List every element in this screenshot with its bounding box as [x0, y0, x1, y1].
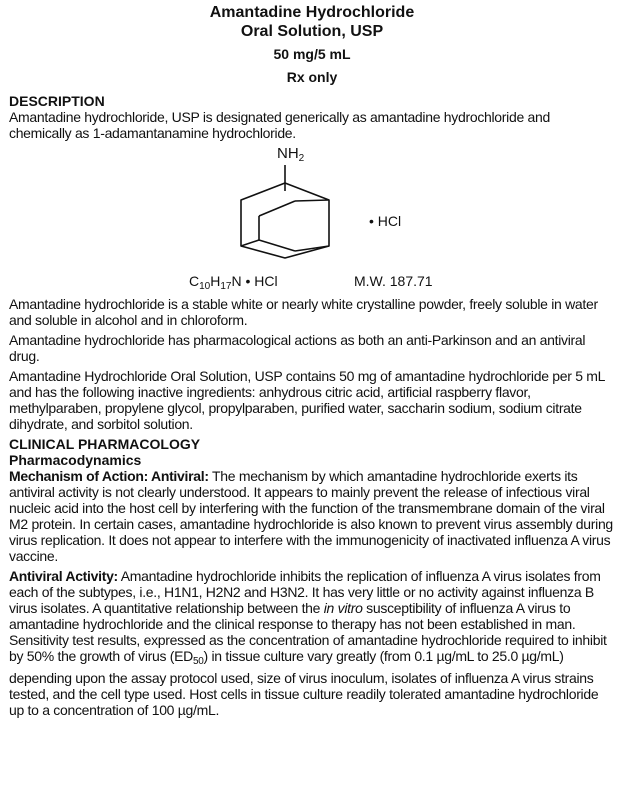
back-bridge-2	[295, 200, 329, 201]
clinical-heading: CLINICAL PHARMACOLOGY	[9, 436, 201, 452]
rx-only-label: Rx only	[286, 69, 338, 85]
back-bridge-3	[241, 240, 259, 246]
salt-label: • HCl	[369, 213, 402, 229]
description-intro: Amantadine hydrochloride, USP is designated generically as amantadine hydrochloride and chemically as 1-adamantanamine hydrochloride.	[9, 109, 550, 141]
adamantane-structure-drawing	[9, 143, 615, 293]
document-title: Amantadine Hydrochloride	[209, 4, 415, 21]
description-heading: DESCRIPTION	[9, 93, 105, 109]
label-document	[9, 3, 615, 718]
description-para-3: Amantadine Hydrochloride Oral Solution, USP contains 50 mg of amantadine hydrochloride per 5 mL and has the following inactive ingredients: anhydrous citric acid, artificial raspberry flavor, methylparaben, propylene glycol, propylparaben, purified water, saccharin sodium, sodium citrate dihydrate, and sorbitol solution.	[9, 368, 605, 432]
description-para-2: Amantadine hydrochloride has pharmacological actions as both an anti-Parkinson and an antiviral drug.	[9, 332, 586, 364]
antiviral-activity-paragraph: Antiviral Activity: Amantadine hydrochloride inhibits the replication of influenza A virus isolates from each of the subtypes, i.e., H1N1, H2N2 and H3N2. It has very little or no activity against influenza B virus isolates. A quantitative relationship between the in vitro susceptibility of influenza A virus to amantadine hydrochloride and the clinical response to therapy has not been established in man. Sensitivity test results, expressed as the concentration of amantadine hydrochloride required to inhibit by 50% the growth of virus $(ED_{50})$ in tissue culture vary greatly (from 0.1 µg/mL to 25.0 µg/mL) depending upon the assay protocol used, size of virus inoculum, isolates of influenza A virus strains tested, and the cell type used. Host cells in tissue culture readily tolerated amantadine hydrochloride up to a concentration of 100 µg/mL.	[9, 568, 607, 718]
pharmacodynamics-heading: Pharmacodynamics	[9, 452, 142, 468]
back-bridge-1	[259, 201, 295, 216]
back-edge	[259, 216, 295, 251]
description-para-1: Amantadine hydrochloride is a stable white or nearly white crystalline powder, freely soluble in water and soluble in alcohol and in chloroform.	[9, 296, 598, 328]
mechanism-paragraph: Mechanism of Action: Antiviral: The mechanism by which amantadine hydrochloride exerts its antiviral activity is not clearly understood. It appears to mainly prevent the release of infectious viral nucleic acid into the host cell by interfering with the function of the transmembrane domain of the viral M2 protein. In certain cases, amantadine hydrochloride is also known to prevent virus assembly during virus replication. It does not appear to interfere with the immunogenicity of inactivated influenza A virus vaccine.	[9, 468, 613, 564]
strength-label: 50 mg/5 mL	[273, 46, 351, 62]
molecular-weight: M.W. 187.71	[354, 273, 433, 289]
mechanism-label: Mechanism of Action: Antiviral:	[9, 468, 209, 484]
amine-label: $NH_2$	[277, 145, 305, 164]
antiviral-activity-label: Antiviral Activity:	[9, 568, 118, 584]
molecular-formula: $C_{10}H_{17}N$ • HCl	[189, 273, 278, 292]
outer-ring	[241, 183, 329, 258]
document-subtitle: Oral Solution, USP	[240, 23, 384, 40]
chemical-structure	[9, 143, 615, 293]
